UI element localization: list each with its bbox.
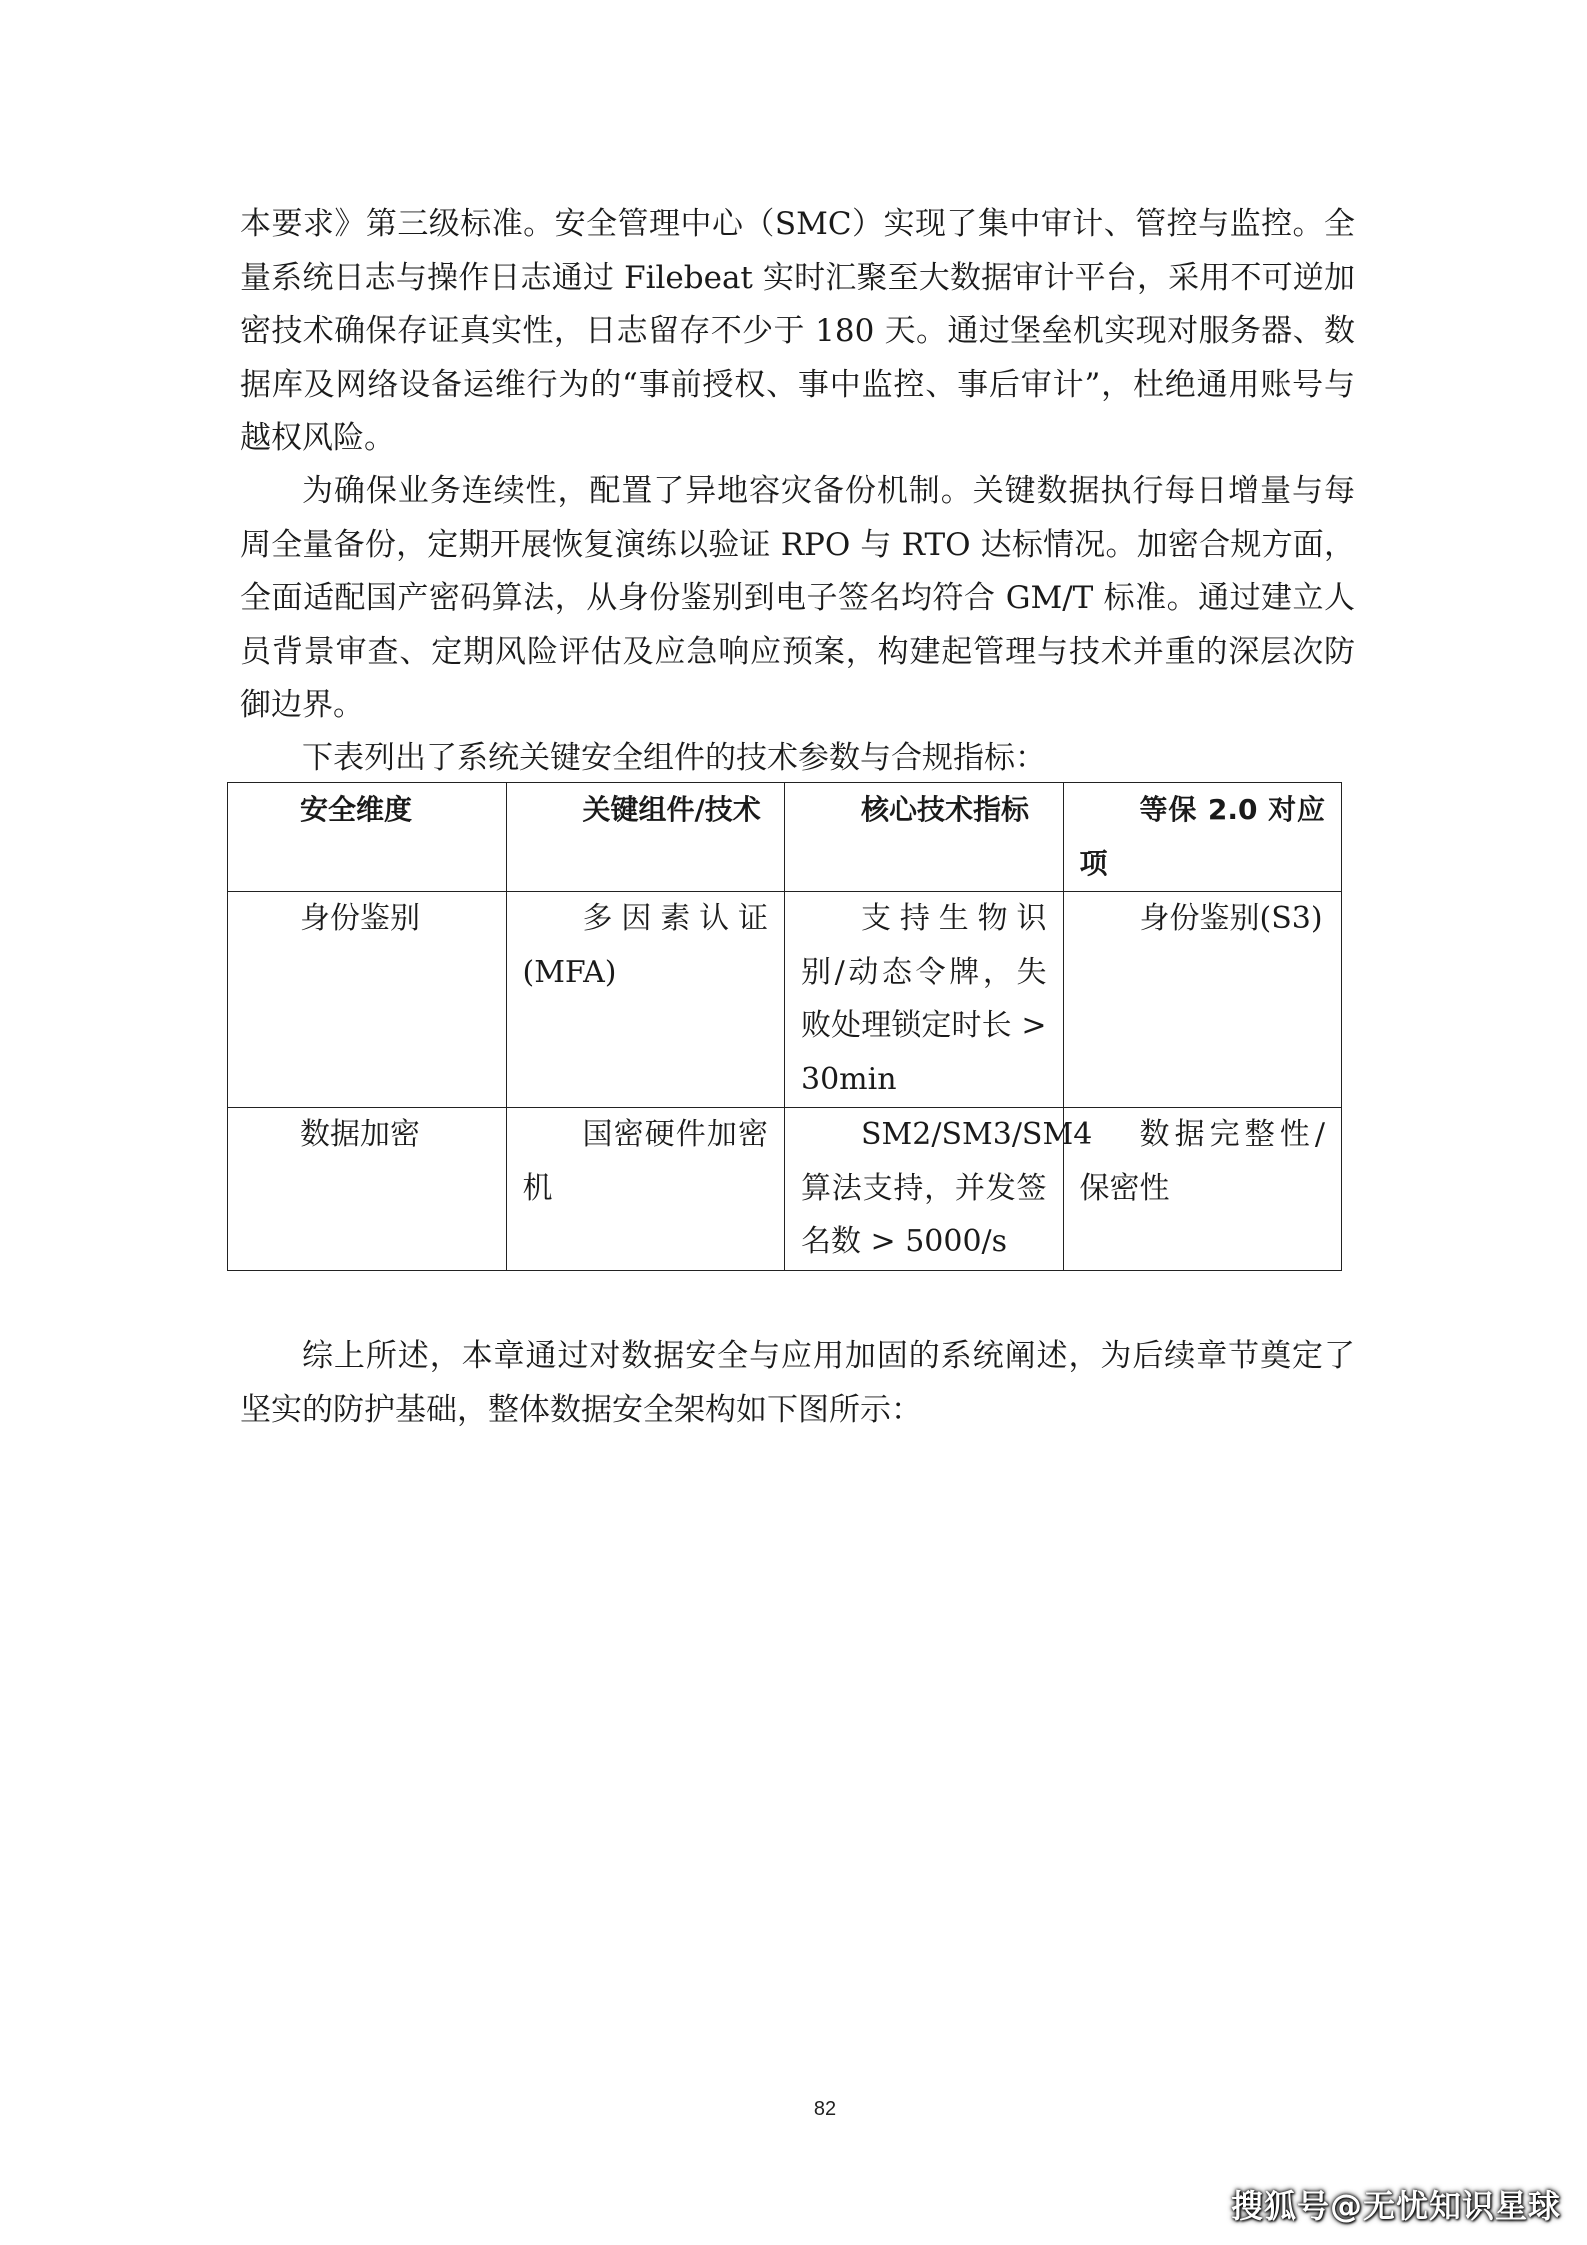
page-number: 82 bbox=[813, 2098, 837, 2120]
paragraph-table-intro: 下表列出了系统关键安全组件的技术参数与合规指标： bbox=[302, 740, 1046, 776]
table-header-row bbox=[228, 783, 1342, 892]
table-cell: 身份鉴别(S3) bbox=[1063, 892, 1342, 1108]
table-cell: SM2/SM3/SM4算法支持，并发签名数 > 5000/s bbox=[785, 1108, 1064, 1271]
table-row bbox=[228, 892, 1342, 1108]
watermark: 搜狐号@无忧知识星球 bbox=[1230, 2187, 1561, 2225]
table-cell: 数据加密 bbox=[228, 1108, 507, 1271]
table-cell: 支持生物识别/动态令牌，失败处理锁定时长 > 30min bbox=[785, 892, 1064, 1108]
table-cell: 数据完整性/保密性 bbox=[1063, 1108, 1342, 1271]
table-row bbox=[228, 1108, 1342, 1271]
paragraph-backup: 为确保业务连续性，配置了异地容灾备份机制。关键数据执行每日增量与每周全量备份，定期开展恢复演练以验证 RPO 与 RTO 达标情况。加密合规方面，全面适配国产密码算法，从身份鉴别到电子签名均符合 GM/T 标准。通过建立人员背景审查、定期风险评估及应急响应预案，构建起管理与技术并重的深层次防御边界。 bbox=[240, 473, 1355, 723]
table-cell: 多因素认证(MFA) bbox=[506, 892, 785, 1108]
paragraph-summary: 综上所述，本章通过对数据安全与应用加固的系统阐述，为后续章节奠定了坚实的防护基础，整体数据安全架构如下图所示： bbox=[240, 1338, 1355, 1428]
header-cell: 安全维度 bbox=[228, 783, 507, 892]
paragraph-audit: 本要求》第三级标准。安全管理中心（SMC）实现了集中审计、管控与监控。全量系统日志与操作日志通过 Filebeat 实时汇聚至大数据审计平台，采用不可逆加密技术确保存证真实性，日志留存不少于 180 天。通过堡垒机实现对服务器、数据库及网络设备运维行为的“事前授权、事中监控、事后审计”，杜绝通用账号与越权风险。 bbox=[240, 206, 1355, 456]
security-spec-table bbox=[227, 782, 1342, 1271]
table-cell: 身份鉴别 bbox=[228, 892, 507, 1108]
header-cell: 等保 2.0 对应项 bbox=[1063, 783, 1342, 892]
header-cell: 关键组件/技术 bbox=[506, 783, 785, 892]
header-cell: 核心技术指标 bbox=[785, 783, 1064, 892]
table-cell: 国密硬件加密机 bbox=[506, 1108, 785, 1271]
